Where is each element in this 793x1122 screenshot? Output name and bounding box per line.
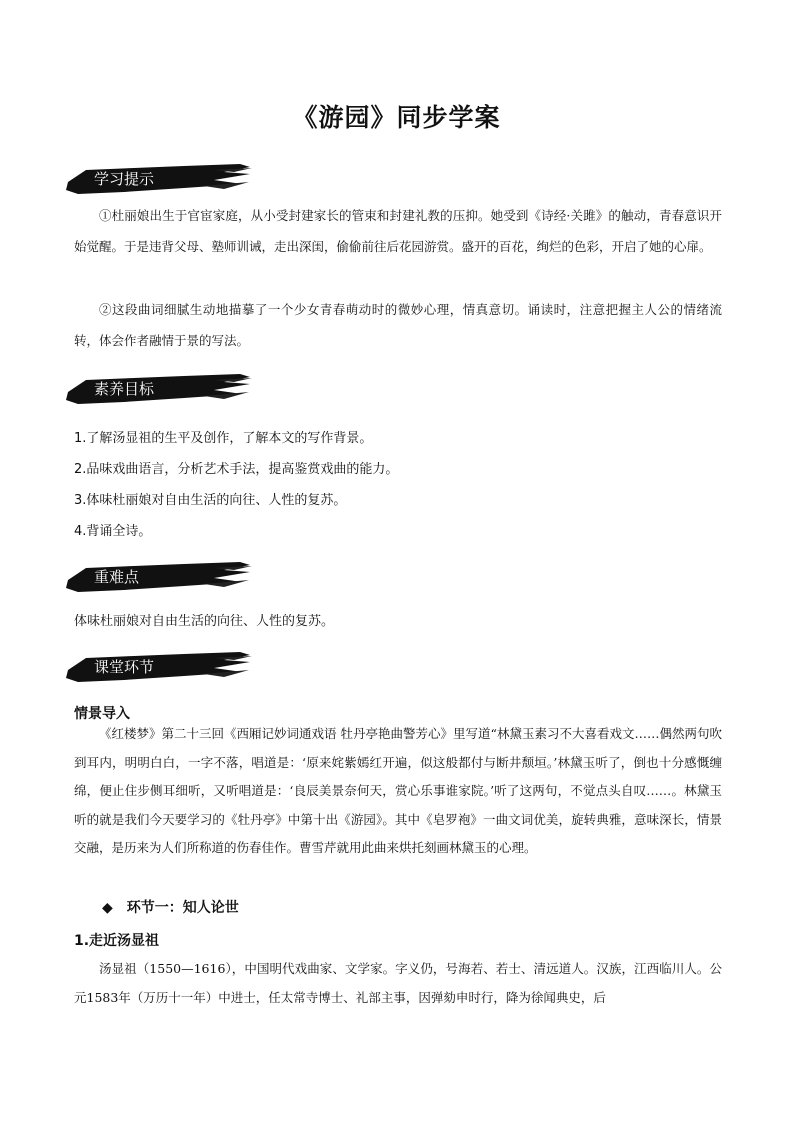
brush-stroke-icon <box>64 560 254 594</box>
tips-paragraph-2: ②这段曲词细腻生动地描摹了一个少女青春萌动时的微妙心理，情真意切。诵读时，注意把握主人公的情绪流转，体会作者融情于景的写法。 <box>74 302 722 348</box>
focus-text: 体味杜丽娘对自由生活的向往、人性的复苏。 <box>74 614 335 629</box>
step-1-subheading: 1.走近汤显祖 <box>74 933 160 949</box>
brush-stroke-icon <box>64 162 254 196</box>
page-title: 《游园》同步学案 <box>292 103 501 132</box>
section-heading-class: 课堂环节 <box>94 658 155 676</box>
goal-item: 4.背诵全诗。 <box>74 524 152 539</box>
section-heading-focus: 重难点 <box>94 568 140 586</box>
goal-item: 1.了解汤显祖的生平及创作，了解本文的写作背景。 <box>74 431 373 446</box>
step-1-paragraph: 汤显祖（1550—1616），中国明代戏曲家、文学家。字义仍，号海若、若士、清远道人。汉族，江西临川人。公元1583年（万历十一年）中进士，任太常寺博士、礼部主事，因弹劾申时行，降为徐闻典史，后 <box>74 961 722 1005</box>
brush-stroke-icon <box>64 372 254 406</box>
section-banner-goals <box>64 372 254 406</box>
section-heading-goals: 素养目标 <box>94 380 155 398</box>
section-heading-tips: 学习提示 <box>94 170 155 188</box>
section-banner-tips <box>64 162 254 196</box>
brush-stroke-icon <box>64 650 254 684</box>
intro-title: 情景导入 <box>74 706 130 722</box>
section-banner-focus <box>64 560 254 594</box>
goal-item: 3.体味杜丽娘对自由生活的向往、人性的复苏。 <box>74 493 347 508</box>
intro-paragraph: 《红楼梦》第二十三回《西厢记妙词通戏语 牡丹亭艳曲警芳心》里写道“林黛玉素习不大喜看戏文……偶然两句吹到耳内，明明白白，一字不落，唱道是：‘原来姹紫嫣红开遍，似这般都付与断井颓垣。’林黛玉听了，倒也十分感慨缠绵，便止住步侧耳细听，又听唱道是：‘良辰美景奈何天，赏心乐事谁家院。’听了这两句，不觉点头自叹……。林黛玉听的就是我们今天要学习的《牡丹亭》中第十出《游园》。其中《皂罗袍》一曲文词优美，旋转典雅，意味深长，情景交融，是历来为人们所称道的伤春佳作。曹雪芹就用此曲来烘托刻画林黛玉的心理。 <box>74 726 722 855</box>
tips-paragraph-1: ①杜丽娘出生于官宦家庭，从小受封建家长的管束和封建礼教的压抑。她受到《诗经·关雎》的触动，青春意识开始觉醒。于是违背父母、塾师训诫，走出深闺，偷偷前往后花园游赏。盛开的百花，绚烂的色彩，开启了她的心扉。 <box>74 208 722 254</box>
step-1-heading: ◆ 环节一：知人论世 <box>102 900 239 916</box>
goal-item: 2.品味戏曲语言，分析艺术手法，提高鉴赏戏曲的能力。 <box>74 462 399 477</box>
section-banner-class <box>64 650 254 684</box>
